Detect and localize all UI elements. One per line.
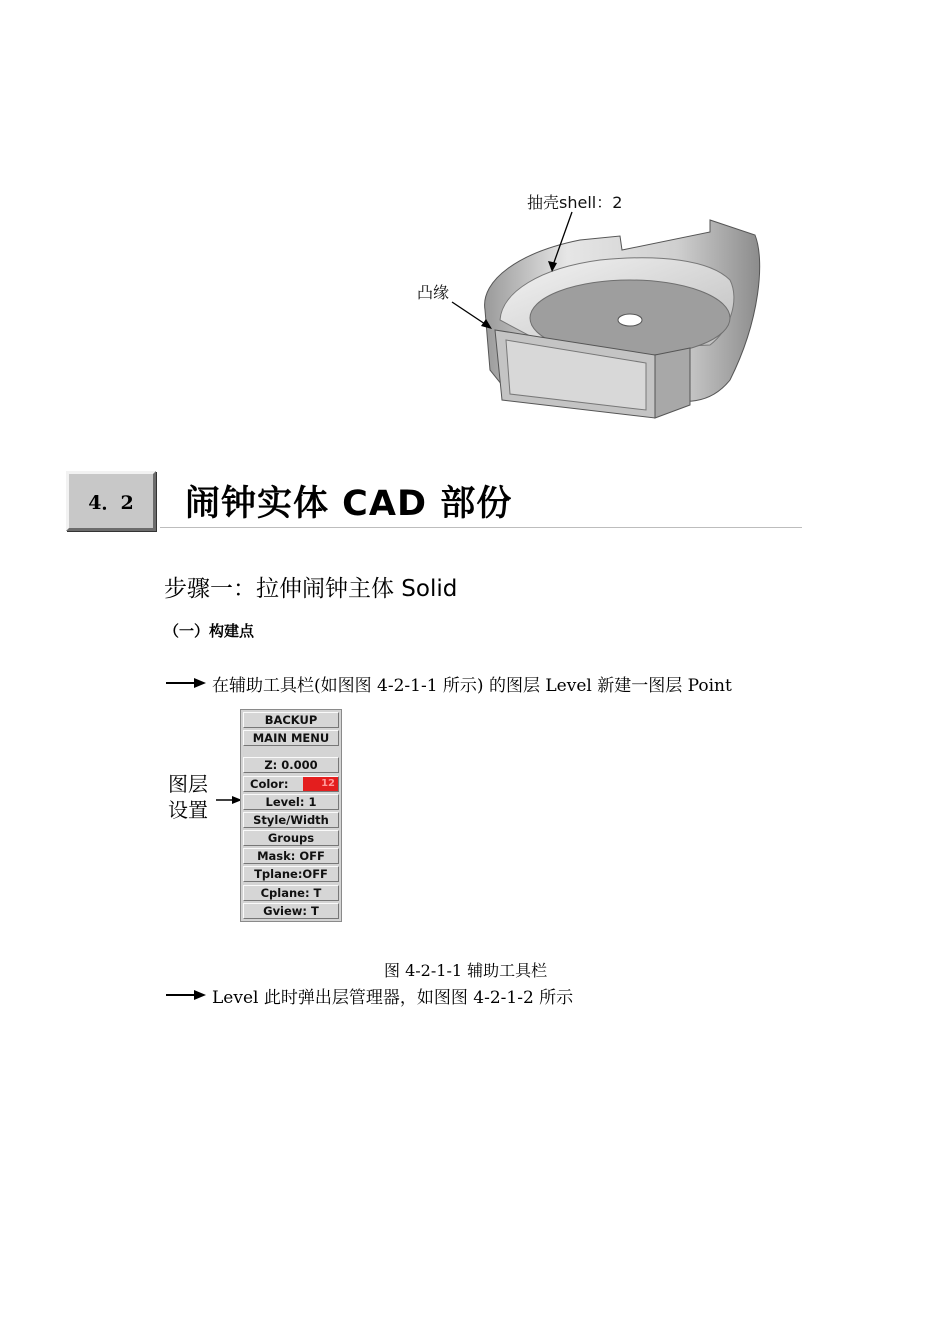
color-label: Color: [250, 777, 289, 791]
tplane-button[interactable]: Tplane:OFF [243, 866, 339, 882]
right-arrow-icon [166, 989, 206, 1001]
mask-button[interactable]: Mask: OFF [243, 848, 339, 864]
section-number: 4．2 [88, 491, 134, 514]
auxiliary-toolbar [240, 709, 342, 922]
layer-setting-label-line2: 设置 [168, 798, 208, 822]
section-divider [160, 527, 802, 528]
level-button[interactable]: Level: 1 [243, 794, 339, 810]
shelled-part-drawing [410, 180, 780, 430]
flange-annotation: 凸缘 [417, 283, 450, 302]
color-button[interactable] [243, 776, 339, 792]
cplane-button[interactable]: Cplane: T [243, 885, 339, 901]
backup-button[interactable]: BACKUP [243, 712, 339, 728]
figure-caption: 图 4-2-1-1 辅助工具栏 [384, 961, 548, 980]
section-number-box [66, 471, 156, 531]
step-subtitle: （一）构建点 [164, 622, 255, 640]
groups-button[interactable]: Groups [243, 830, 339, 846]
right-arrow-icon [166, 677, 206, 689]
layer-setting-label [168, 771, 220, 823]
pointer-arrow-icon [216, 795, 242, 805]
layer-setting-label-line1: 图层 [168, 772, 208, 796]
bullet-item [166, 984, 573, 1006]
section-title: 闹钟实体 CAD 部份 [185, 484, 513, 524]
main-menu-button[interactable]: MAIN MENU [243, 730, 339, 746]
step-title: 步骤一：拉伸闹钟主体 Solid [164, 576, 458, 602]
bullet-text: Level 此时弹出层管理器，如图图 4-2-1-2 所示 [212, 987, 574, 1008]
z-depth-button[interactable]: Z: 0.000 [243, 757, 339, 773]
bullet-text: 在辅助工具栏(如图图 4-2-1-1 所示) 的图层 Level 新建一图层 Point [212, 675, 732, 696]
bullet-item [166, 672, 732, 694]
color-swatch: 12 [303, 777, 338, 791]
shelled-part-figure [410, 180, 780, 430]
style-width-button[interactable]: Style/Width [243, 812, 339, 828]
shell-annotation: 抽壳shell：2 [527, 193, 623, 212]
gview-button[interactable]: Gview: T [243, 903, 339, 919]
